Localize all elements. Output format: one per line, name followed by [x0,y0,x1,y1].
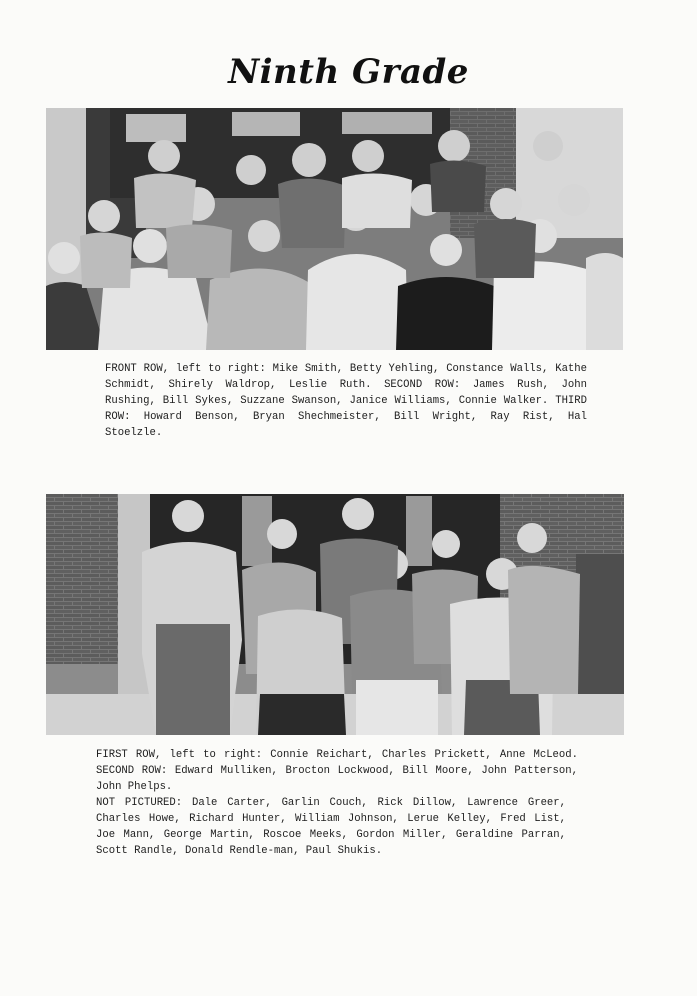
group-photo-1 [46,108,623,350]
group-photo-1-image [46,108,623,350]
caption-not-pictured: NOT PICTURED: Dale Carter, Garlin Couch, Rick Dillow, Lawrence Greer, Charles Howe, Richard Hunter, William Johnson, Lerue Kelley, Fred List, Joe Mann, George Martin, Roscoe Meeks, Gordon Miller, Geraldine Parran, Scott Randle, Donald Rendle-man, Paul Shukis. [96,797,566,857]
page-title: Ninth Grade [228,52,469,92]
caption-first-photo: FRONT ROW, left to right: Mike Smith, Betty Yehling, Constance Walls, Kathe Schmidt, Shirely Waldrop, Leslie Ruth. SECOND ROW: James Rush, John Rushing, Bill Sykes, Suzzane Swanson, Janice Williams, Connie Walker. THIRD ROW: Howard Benson, Bryan Shechmeister, Bill Wright, Ray Rist, Hal Stoelzle. [105,363,587,439]
group-photo-2 [46,494,624,735]
caption-second-photo: FIRST ROW, left to right: Connie Reichart, Charles Prickett, Anne McLeod. SECOND ROW: Edward Mulliken, Brocton Lockwood, Bill Moore, John Patterson, John Phelps. [96,749,578,793]
group-photo-2-image [46,494,624,735]
